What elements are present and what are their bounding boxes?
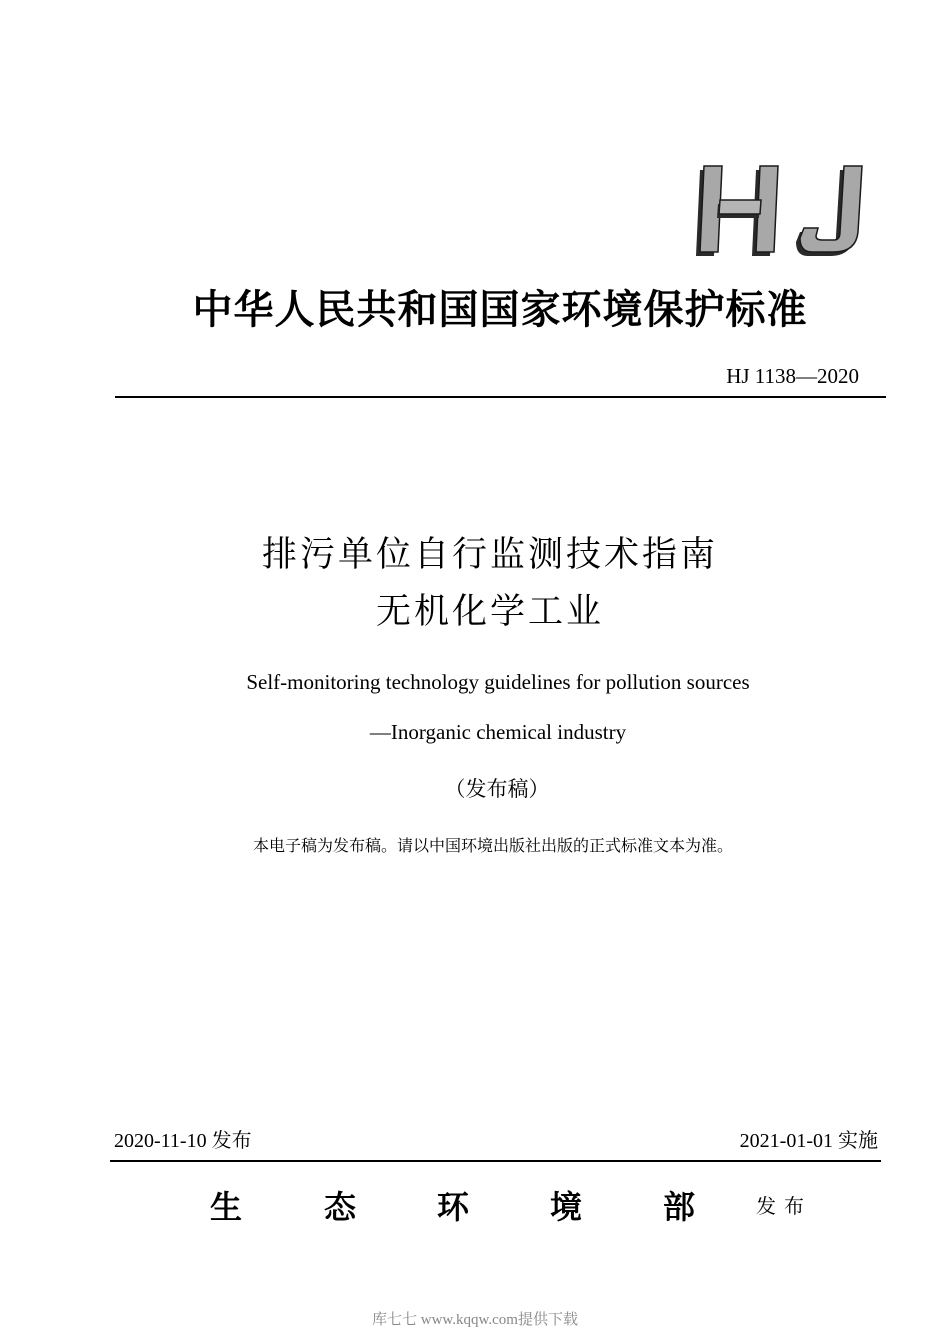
title-english-line1: Self-monitoring technology guidelines for pollution sources: [246, 670, 750, 694]
issuing-authority-title: 中华人民共和国国家环境保护标准: [192, 287, 808, 333]
draft-status-label: （发布稿）: [444, 777, 550, 801]
publication-notice: 本电子稿为发布稿。请以中国环境出版社出版的正式标准文本为准。: [252, 836, 733, 855]
hj-logo: [690, 158, 870, 268]
title-chinese-line1: 排污单位自行监测技术指南: [261, 535, 718, 575]
effective-date: 2021-01-01 实施: [739, 1130, 878, 1152]
title-english-line2: —Inorganic chemical industry: [369, 720, 627, 744]
standard-code: HJ 1138—2020: [726, 364, 859, 388]
publisher-char: 环: [437, 1188, 470, 1226]
logo-letter-j: [796, 166, 862, 256]
top-divider: [115, 396, 886, 398]
publisher-suffix: 发布: [756, 1194, 812, 1218]
publisher-char: 境: [550, 1188, 583, 1226]
hj-logo-graphic: [690, 158, 870, 268]
issue-date: 2020-11-10 发布: [114, 1130, 252, 1152]
download-watermark: 库七七 www.kqqw.com提供下载: [372, 1312, 578, 1328]
publisher-line: [210, 1182, 830, 1226]
bottom-divider: [110, 1160, 881, 1162]
publisher-char: 部: [663, 1188, 696, 1226]
publisher-char: 生: [210, 1188, 243, 1226]
publisher-char: 态: [324, 1188, 357, 1226]
logo-letter-h: [696, 166, 778, 256]
title-chinese-line2: 无机化学工业: [375, 592, 604, 632]
